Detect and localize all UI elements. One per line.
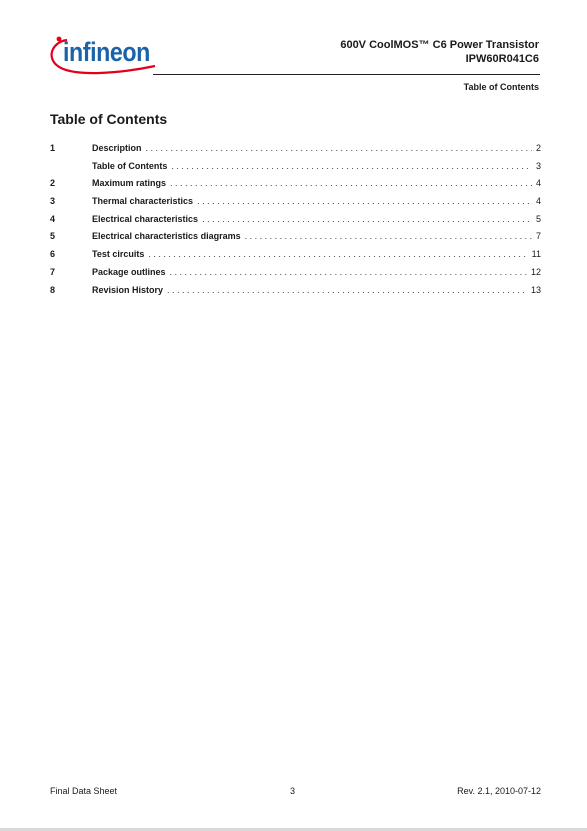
toc-leader-dots	[170, 178, 532, 188]
toc-label[interactable]: Description	[92, 143, 142, 153]
toc-leader-dots	[170, 267, 527, 277]
toc-page-number[interactable]: 13	[530, 284, 541, 295]
toc-number: 8	[50, 284, 56, 295]
toc-entry-revision-history[interactable]	[50, 285, 541, 303]
header-divider	[153, 74, 540, 75]
footer-document-status: Final Data Sheet	[50, 786, 118, 796]
toc-page-number[interactable]: 11	[531, 249, 541, 260]
toc-page-number[interactable]: 4	[535, 196, 541, 207]
footer-revision: Rev. 2.1, 2010-07-12	[457, 786, 541, 796]
toc-number: 4	[50, 213, 56, 224]
toc-page-number[interactable]: 2	[535, 143, 541, 153]
toc-entry-electrical-characteristics-diagrams[interactable]	[50, 231, 541, 249]
toc-label[interactable]: Electrical characteristics diagrams	[92, 231, 241, 242]
toc-number: 7	[50, 266, 56, 277]
toc-page-number[interactable]: 7	[535, 231, 541, 242]
toc-entry-table-of-contents[interactable]	[50, 161, 541, 179]
logo-wordmark: infineon	[63, 37, 150, 67]
toc-page-number[interactable]: 5	[535, 213, 541, 224]
toc-entry-test-circuits[interactable]	[50, 249, 541, 267]
header-section-name: Table of Contents	[463, 82, 539, 92]
toc-entry-electrical-characteristics[interactable]	[50, 214, 541, 232]
toc-entry-description[interactable]	[50, 143, 541, 161]
table-of-contents	[50, 143, 541, 302]
toc-leader-dots	[167, 285, 527, 295]
header-part-number: IPW60R041C6	[465, 53, 539, 65]
toc-label[interactable]: Package outlines	[92, 266, 166, 277]
toc-number: 2	[50, 178, 56, 189]
toc-number: 1	[50, 143, 56, 153]
toc-number: 5	[50, 231, 56, 242]
toc-label[interactable]: Table of Contents	[92, 160, 168, 171]
infineon-logo	[47, 34, 159, 78]
toc-entry-maximum-ratings[interactable]	[50, 178, 541, 196]
toc-page-number[interactable]: 12	[530, 266, 541, 277]
toc-label[interactable]: Revision History	[92, 284, 164, 295]
toc-number: 3	[50, 196, 56, 207]
header-product-title: 600V CoolMOS™ C6 Power Transistor	[340, 39, 539, 51]
toc-leader-dots	[148, 249, 527, 259]
toc-leader-dots	[202, 214, 532, 224]
toc-label[interactable]: Thermal characteristics	[92, 196, 194, 207]
toc-leader-dots	[146, 143, 532, 153]
page-title: Table of Contents	[50, 111, 168, 127]
toc-page-number[interactable]: 3	[535, 160, 541, 171]
toc-label[interactable]: Test circuits	[92, 249, 145, 260]
toc-label[interactable]: Electrical characteristics	[92, 213, 199, 224]
toc-leader-dots	[197, 196, 532, 206]
toc-number: 6	[50, 249, 56, 260]
toc-leader-dots	[171, 161, 532, 171]
footer-page-number: 3	[290, 786, 296, 796]
toc-leader-dots	[245, 231, 532, 241]
toc-label[interactable]: Maximum ratings	[92, 178, 167, 189]
toc-entry-thermal-characteristics[interactable]	[50, 196, 541, 214]
toc-entry-package-outlines[interactable]	[50, 267, 541, 285]
toc-page-number[interactable]: 4	[535, 178, 541, 189]
